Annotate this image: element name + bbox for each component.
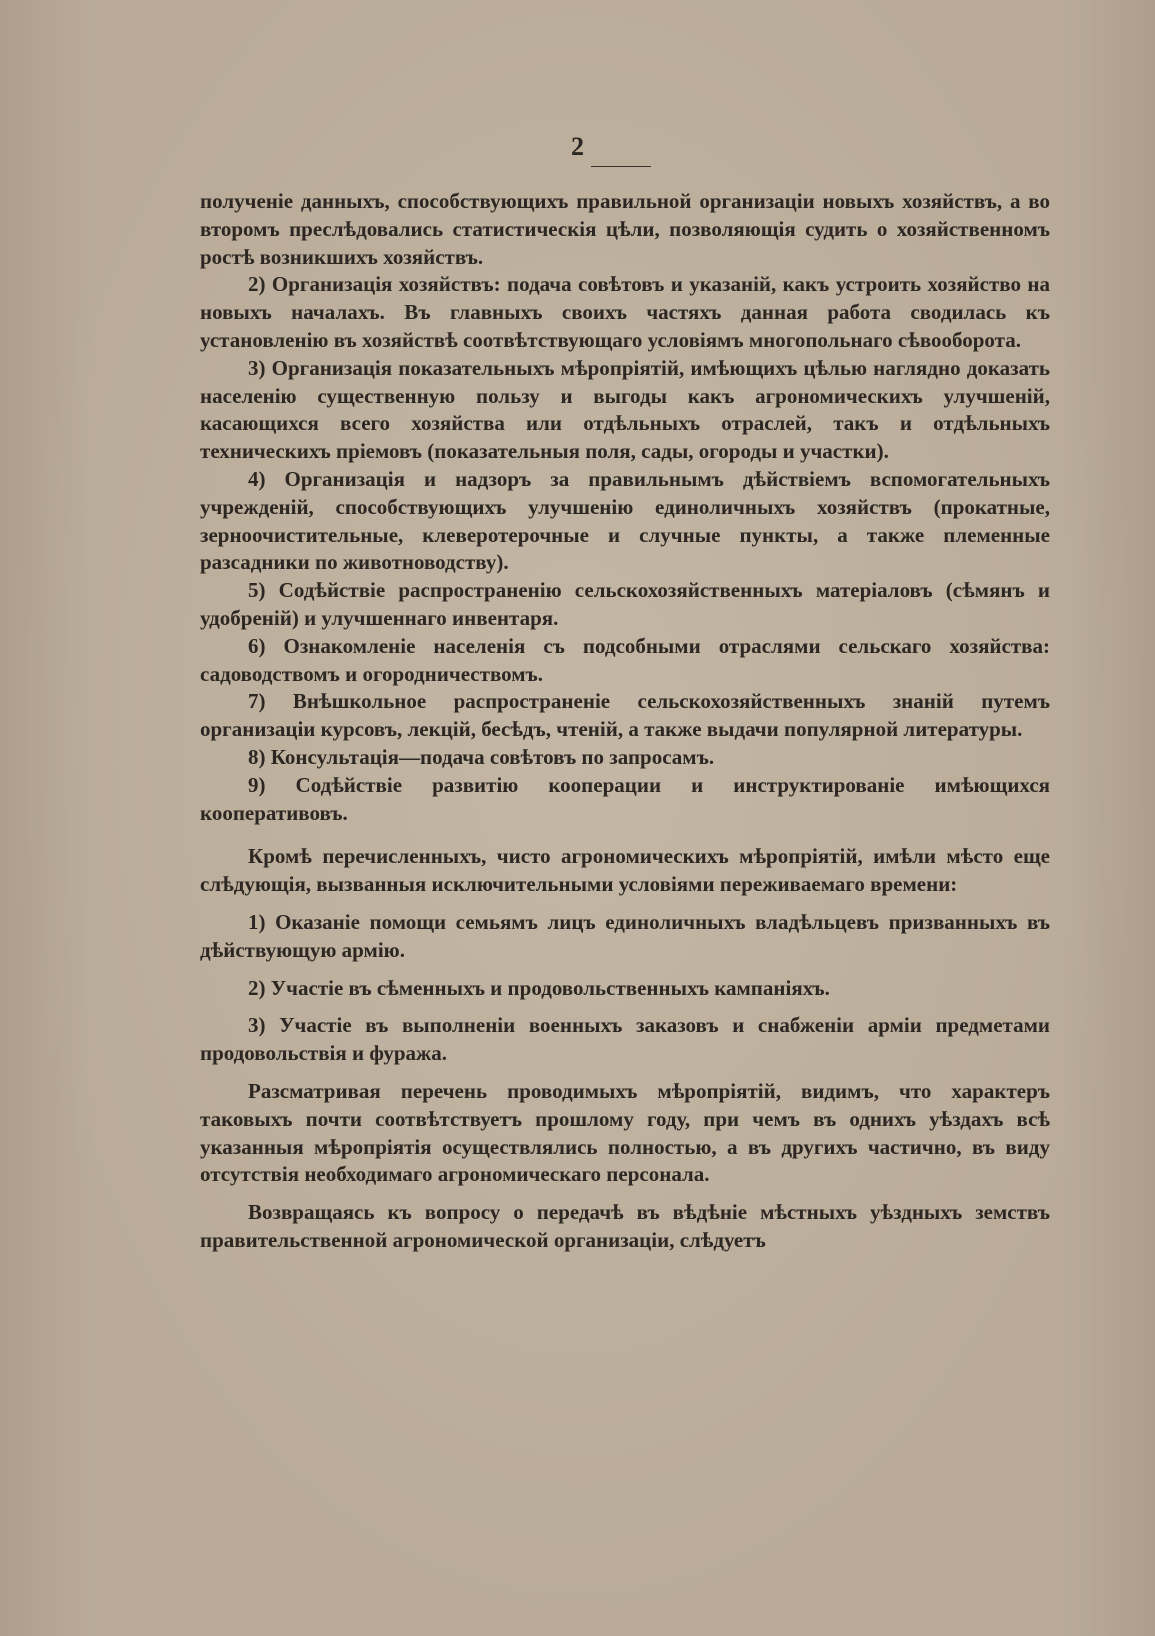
document-body xyxy=(200,188,1050,1255)
paragraph: 2) Организація хозяйствъ: подача совѣтовъ и указаній, какъ устроить хозяйство на новыхъ началахъ. Въ главныхъ своихъ частяхъ данная работа сводилась къ установленію въ хозяйствѣ соотвѣтствующаго условіямъ многопольнаго сѣвооборота. xyxy=(200,272,1050,352)
paragraph: 3) Организація показательныхъ мѣропріятій, имѣющихъ цѣлью наглядно доказать населенію существенную пользу и выгоды какъ агрономическихъ улучшеній, касающихся всего хозяйства или отдѣльныхъ отраслей, такъ и отдѣльныхъ техническихъ пріемовъ (показательныя поля, сады, огороды и участки). xyxy=(200,355,1050,464)
paragraph: 5) Содѣйствіе распространенію сельскохозяйственныхъ матеріаловъ (сѣмянъ и удобреній) и улучшеннаго инвентаря. xyxy=(200,578,1050,630)
paragraph: 8) Консультація—подача совѣтовъ по запросамъ. xyxy=(248,744,715,769)
page-number-rule xyxy=(591,166,651,167)
paragraph: 4) Организація и надзоръ за правильнымъ дѣйствіемъ вспомогательныхъ учрежденій, способствующихъ улучшенію единоличныхъ хозяйствъ (прокатные, зерноочистительные, клеверотерочные и случные пункты, а также племенные разсадники по животноводству). xyxy=(200,466,1050,575)
paragraph: 6) Ознакомленіе населенія съ подсобными отраслями сельскаго хозяйства: садоводствомъ и огородничествомъ. xyxy=(200,633,1050,686)
paragraph: полученіе данныхъ, способствующихъ правильной организаціи новыхъ хозяйствъ, а во второмъ преслѣдовались статистическія цѣли, позволяющія судить о хозяйственномъ ростѣ возникшихъ хозяйствъ. xyxy=(200,189,1050,269)
paragraph: Кромѣ перечисленныхъ, чисто агрономическихъ мѣропріятій, имѣли мѣсто еще слѣдующія, вызванныя исключительными условіями переживаемаго времени: xyxy=(200,844,1050,897)
paragraph: 9) Содѣйствіе развитію кооперации и инструктированіе имѣющихся кооперативовъ. xyxy=(200,772,1050,825)
page-number: 2 xyxy=(571,132,584,161)
paragraph: 1) Оказаніе помощи семьямъ лицъ единоличныхъ владѣльцевъ призванныхъ въ дѣйствующую армію. xyxy=(200,909,1050,962)
paragraph: 7) Внѣшкольное распространеніе сельскохозяйственныхъ знаній путемъ организаціи курсовъ, лекцій, бесѣдъ, чтеній, а также выдачи популярной литературы. xyxy=(200,689,1050,742)
paragraph: Разсматривая перечень проводимыхъ мѣропріятій, видимъ, что характеръ таковыхъ почти соотвѣтствуетъ прошлому году, при чемъ въ однихъ уѣздахъ всѣ указанныя мѣропріятія осуществлялись полностью, а въ другихъ частично, въ виду отсутствія необходимаго агрономическаго персонала. xyxy=(200,1078,1050,1187)
paragraph: 2) Участіе въ сѣменныхъ и продовольственныхъ кампаніяхъ. xyxy=(248,975,830,1000)
paragraph: Возвращаясь къ вопросу о передачѣ въ вѣдѣніе мѣстныхъ уѣздныхъ земствъ правительственной агрономической организаціи, слѣдуетъ xyxy=(200,1200,1050,1252)
paragraph: 3) Участіе въ выполненіи военныхъ заказовъ и снабженіи арміи предметами продовольствія и фуража. xyxy=(200,1013,1050,1066)
